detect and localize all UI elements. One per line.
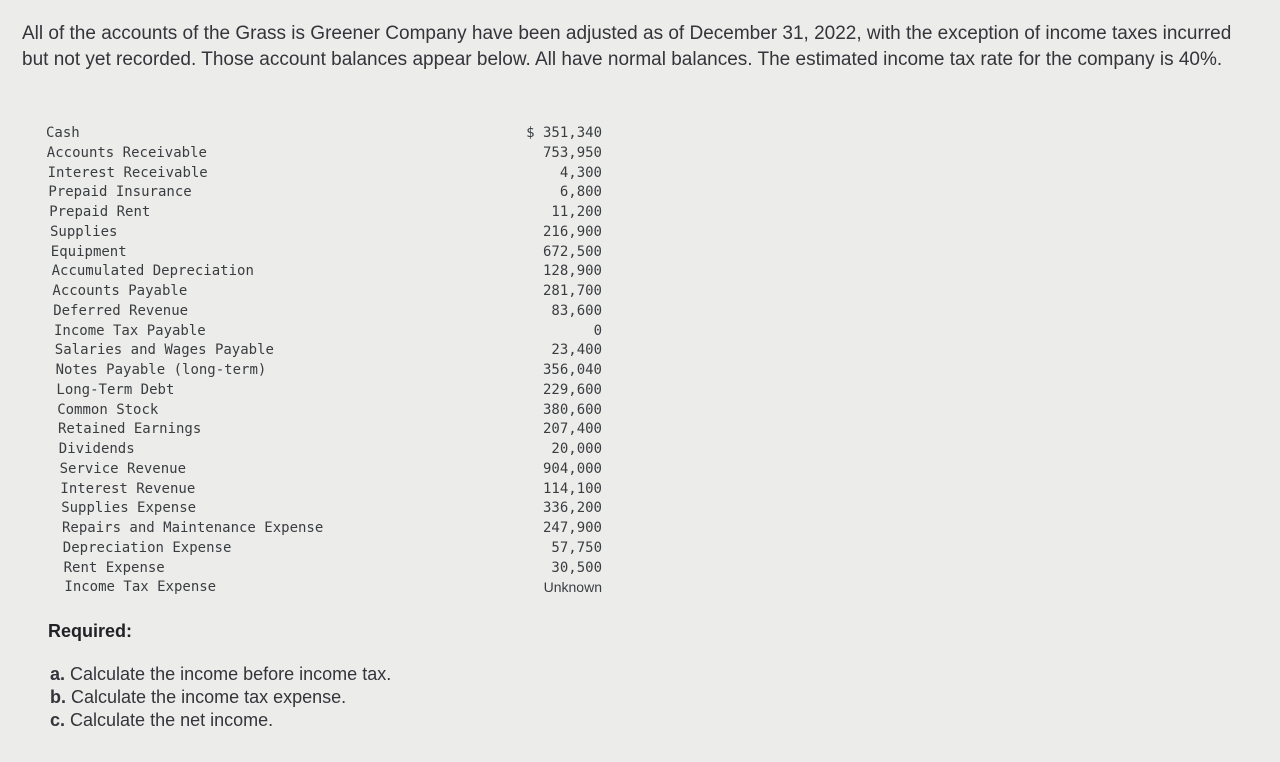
- account-row: [46, 519, 616, 539]
- account-row: [46, 144, 616, 164]
- account-row: [46, 282, 616, 302]
- account-name: Common Stock: [57, 401, 159, 418]
- account-row: [46, 341, 616, 361]
- account-row: [46, 223, 616, 243]
- account-row: [46, 361, 616, 381]
- account-row: [46, 302, 616, 322]
- account-row: [46, 164, 616, 184]
- account-amount: 30,500: [551, 559, 602, 576]
- account-name: Accounts Receivable: [46, 144, 207, 161]
- account-amount: 114,100: [542, 480, 602, 497]
- required-heading: Required:: [48, 621, 133, 641]
- problem-intro: All of the accounts of the Grass is Greener Company have been adjusted as of December 31, 2022, with the exception of income taxes incurred but not yet recorded. Those account balances appear below. All have normal balances. The estimated income tax rate for the company is 40%.: [22, 23, 1232, 70]
- question-letter: a.: [50, 664, 66, 684]
- account-name: Retained Earnings: [58, 421, 202, 438]
- account-name: Rent Expense: [63, 559, 165, 576]
- account-name: Cash: [46, 125, 80, 141]
- account-amount: 229,600: [542, 381, 602, 398]
- account-name: Income Tax Payable: [54, 322, 206, 339]
- account-name: Accounts Payable: [52, 283, 188, 299]
- account-amount: $ 351,340: [526, 125, 602, 141]
- account-row: [46, 203, 616, 223]
- account-name: Repairs and Maintenance Expense: [62, 520, 324, 536]
- account-amount: 6,800: [559, 184, 602, 201]
- account-row: [46, 559, 616, 579]
- account-row: [46, 420, 616, 440]
- account-name: Supplies: [50, 223, 118, 240]
- account-name: Supplies Expense: [61, 500, 197, 517]
- question-letter: c.: [50, 710, 66, 730]
- account-amount: 128,900: [542, 263, 602, 280]
- account-amount: 20,000: [551, 441, 602, 457]
- account-row: [46, 578, 616, 598]
- account-row: [46, 460, 616, 480]
- account-amount: 380,600: [542, 401, 602, 418]
- account-amount: 0: [593, 322, 602, 339]
- question-text: Calculate the net income.: [70, 710, 274, 730]
- account-name: Dividends: [58, 441, 135, 457]
- account-amount: 904,000: [542, 460, 602, 477]
- account-amount: 4,300: [559, 164, 602, 181]
- account-name: Salaries and Wages Payable: [54, 342, 274, 359]
- account-amount: Unknown: [543, 579, 602, 596]
- account-name: Service Revenue: [59, 460, 187, 477]
- account-amount: 57,750: [551, 539, 602, 556]
- account-name: Prepaid Insurance: [48, 184, 192, 201]
- question-letter: b.: [50, 687, 66, 707]
- question-c: [50, 709, 391, 732]
- account-row: [46, 322, 616, 342]
- account-amount: 281,700: [542, 283, 602, 299]
- account-amount: 672,500: [542, 243, 602, 260]
- account-row: [46, 124, 616, 144]
- account-name: Interest Receivable: [47, 164, 208, 181]
- account-row: [46, 539, 616, 559]
- account-amount: 753,950: [542, 144, 602, 161]
- account-amount: 11,200: [551, 204, 602, 220]
- question-b: [50, 686, 391, 709]
- account-name: Equipment: [50, 243, 127, 260]
- account-row: [46, 499, 616, 519]
- account-name: Income Tax Expense: [64, 579, 217, 596]
- account-name: Notes Payable (long-term): [55, 362, 267, 378]
- account-amount: 216,900: [542, 223, 602, 240]
- account-amount: 336,200: [542, 500, 602, 517]
- account-name: Accumulated Depreciation: [51, 263, 254, 280]
- account-amount: 207,400: [542, 421, 602, 438]
- account-amount: 23,400: [551, 342, 602, 359]
- account-balances-table: [46, 124, 616, 598]
- account-amount: 83,600: [551, 302, 602, 319]
- account-row: [46, 381, 616, 401]
- account-amount: 247,900: [542, 520, 602, 536]
- account-row: [46, 401, 616, 421]
- required-list: [50, 663, 391, 732]
- account-row: [46, 440, 616, 460]
- account-row: [46, 183, 616, 203]
- account-name: Interest Revenue: [60, 480, 196, 497]
- account-name: Depreciation Expense: [62, 539, 232, 556]
- account-row: [46, 243, 616, 263]
- account-name: Long-Term Debt: [56, 381, 175, 398]
- account-row: [46, 262, 616, 282]
- account-name: Prepaid Rent: [49, 204, 151, 220]
- question-text: Calculate the income tax expense.: [71, 687, 347, 707]
- account-amount: 356,040: [542, 362, 602, 378]
- account-name: Deferred Revenue: [53, 302, 189, 319]
- question-text: Calculate the income before income tax.: [70, 664, 392, 684]
- account-row: [46, 480, 616, 500]
- question-a: [50, 663, 391, 686]
